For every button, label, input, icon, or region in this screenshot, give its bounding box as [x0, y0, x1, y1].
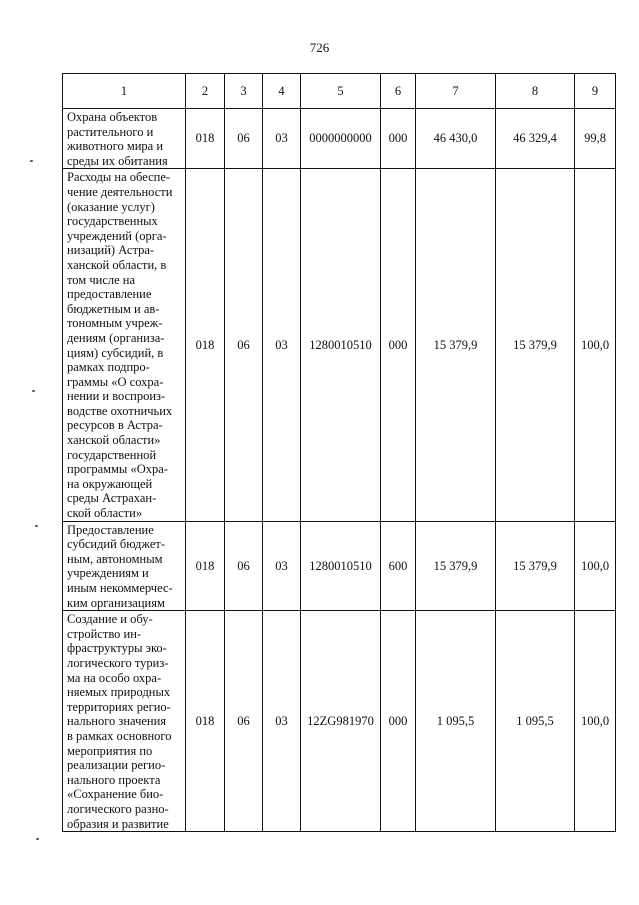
description-line: циям) субсидий, в: [67, 345, 164, 360]
description-line: в рамках основного: [67, 728, 172, 743]
description-line: Расходы на обеспе-: [67, 170, 171, 185]
description-line: субсидий бюджет-: [67, 537, 165, 552]
cell-subsection: 03: [263, 109, 301, 169]
cell-expense-type: 000: [381, 109, 416, 169]
cell-target-item: 12ZG981970: [301, 611, 381, 832]
description-line: чение деятельности: [67, 184, 173, 199]
cell-ministry: 018: [186, 611, 225, 832]
cell-section: 06: [225, 169, 263, 521]
page-number: 726: [309, 40, 330, 55]
description-line: тономным учреж-: [67, 316, 163, 331]
header-row: [63, 74, 616, 109]
cell-planned: 15 379,9: [416, 521, 496, 611]
cell-section: 06: [225, 109, 263, 169]
cell-target-item: 1280010510: [301, 521, 381, 611]
cell-subsection: 03: [263, 521, 301, 611]
cell-planned: 15 379,9: [416, 169, 496, 521]
cell-expense-type: 000: [381, 611, 416, 832]
scan-speck: [30, 160, 33, 162]
description-line: среды их обитания: [67, 153, 168, 168]
description-line: нального проекта: [67, 772, 161, 787]
cell-percent: 100,0: [575, 169, 616, 521]
cell-target-item: 0000000000: [301, 109, 381, 169]
cell-section: 06: [225, 611, 263, 832]
table-row: [63, 611, 616, 832]
description-cell: [63, 521, 186, 611]
description-line: ма на особо охра-: [67, 670, 162, 685]
description-line: мероприятия по: [67, 743, 153, 758]
scan-speck: [35, 525, 38, 527]
header-cell: 1: [63, 74, 186, 109]
table-row: [63, 169, 616, 521]
description-line: няемых природных: [67, 685, 171, 700]
cell-actual: 1 095,5: [496, 611, 575, 832]
description-line: низаций) Астра-: [67, 243, 155, 258]
cell-subsection: 03: [263, 169, 301, 521]
cell-percent: 100,0: [575, 611, 616, 832]
cell-expense-type: 600: [381, 521, 416, 611]
cell-actual: 46 329,4: [496, 109, 575, 169]
description-line: ханской области, в: [67, 257, 167, 272]
header-cell: 3: [225, 74, 263, 109]
description-line: ханской области»: [67, 433, 161, 448]
description-line: программы «Охра-: [67, 462, 168, 477]
cell-section: 06: [225, 521, 263, 611]
description-line: территориях регио-: [67, 699, 171, 714]
description-line: рамках подпро-: [67, 360, 150, 375]
description-line: фраструктуры эко-: [67, 641, 167, 656]
cell-ministry: 018: [186, 169, 225, 521]
description-cell: [63, 169, 186, 521]
budget-table: [62, 73, 616, 832]
description-line: ской области»: [67, 506, 143, 521]
description-line: нального значения: [67, 714, 167, 729]
cell-ministry: 018: [186, 521, 225, 611]
description-line: иным некоммерчес-: [67, 581, 173, 595]
description-line: учреждениям и: [67, 566, 149, 581]
description-line: граммы «О сохра-: [67, 374, 164, 389]
description-line: предоставление: [67, 287, 152, 302]
cell-ministry: 018: [186, 109, 225, 169]
header-cell: 5: [301, 74, 381, 109]
description-line: водстве охотничьих: [67, 403, 173, 418]
cell-subsection: 03: [263, 611, 301, 832]
cell-percent: 99,8: [575, 109, 616, 169]
header-cell: 4: [263, 74, 301, 109]
scan-speck: [32, 390, 35, 392]
description-line: ресурсов в Астра-: [67, 418, 163, 433]
description-line: логического разно-: [67, 801, 169, 816]
description-line: среды Астрахан-: [67, 491, 157, 506]
description-line: государственных: [67, 214, 158, 229]
description-line: (оказание услуг): [67, 199, 155, 214]
description-cell: [63, 611, 186, 832]
description-line: Предоставление: [67, 522, 154, 537]
description-line: Создание и обу-: [67, 612, 153, 627]
description-line: животного мира и: [67, 139, 164, 154]
description-line: логического туриз-: [67, 655, 169, 670]
header-cell: 7: [416, 74, 496, 109]
cell-actual: 15 379,9: [496, 521, 575, 611]
description-line: на окружающей: [67, 476, 153, 491]
description-line: нении и воспроиз-: [67, 389, 166, 404]
description-line: бюджетным и ав-: [67, 301, 160, 316]
description-line: дениям (организа-: [67, 330, 165, 345]
description-cell: [63, 109, 186, 169]
description-line: растительного и: [67, 124, 154, 139]
description-line: учреждений (орга-: [67, 228, 167, 243]
description-line: «Сохранение био-: [67, 787, 164, 802]
scan-speck: [36, 838, 39, 840]
header-cell: 8: [496, 74, 575, 109]
cell-expense-type: 000: [381, 169, 416, 521]
cell-actual: 15 379,9: [496, 169, 575, 521]
cell-planned: 46 430,0: [416, 109, 496, 169]
description-line: образия и развитие: [67, 816, 169, 831]
header-cell: 2: [186, 74, 225, 109]
header-cell: 6: [381, 74, 416, 109]
header-cell: 9: [575, 74, 616, 109]
table-row: [63, 109, 616, 169]
description-line: стройство ин-: [67, 626, 142, 641]
table-row: [63, 521, 616, 611]
description-line: ным, автономным: [67, 551, 163, 566]
cell-target-item: 1280010510: [301, 169, 381, 521]
cell-percent: 100,0: [575, 521, 616, 611]
description-line: реализации регио-: [67, 758, 166, 773]
description-line: том числе на: [67, 272, 136, 287]
cell-planned: 1 095,5: [416, 611, 496, 832]
description-line: ким организациям: [67, 595, 165, 610]
description-line: государственной: [67, 447, 157, 462]
description-line: Охрана объектов: [67, 110, 158, 124]
